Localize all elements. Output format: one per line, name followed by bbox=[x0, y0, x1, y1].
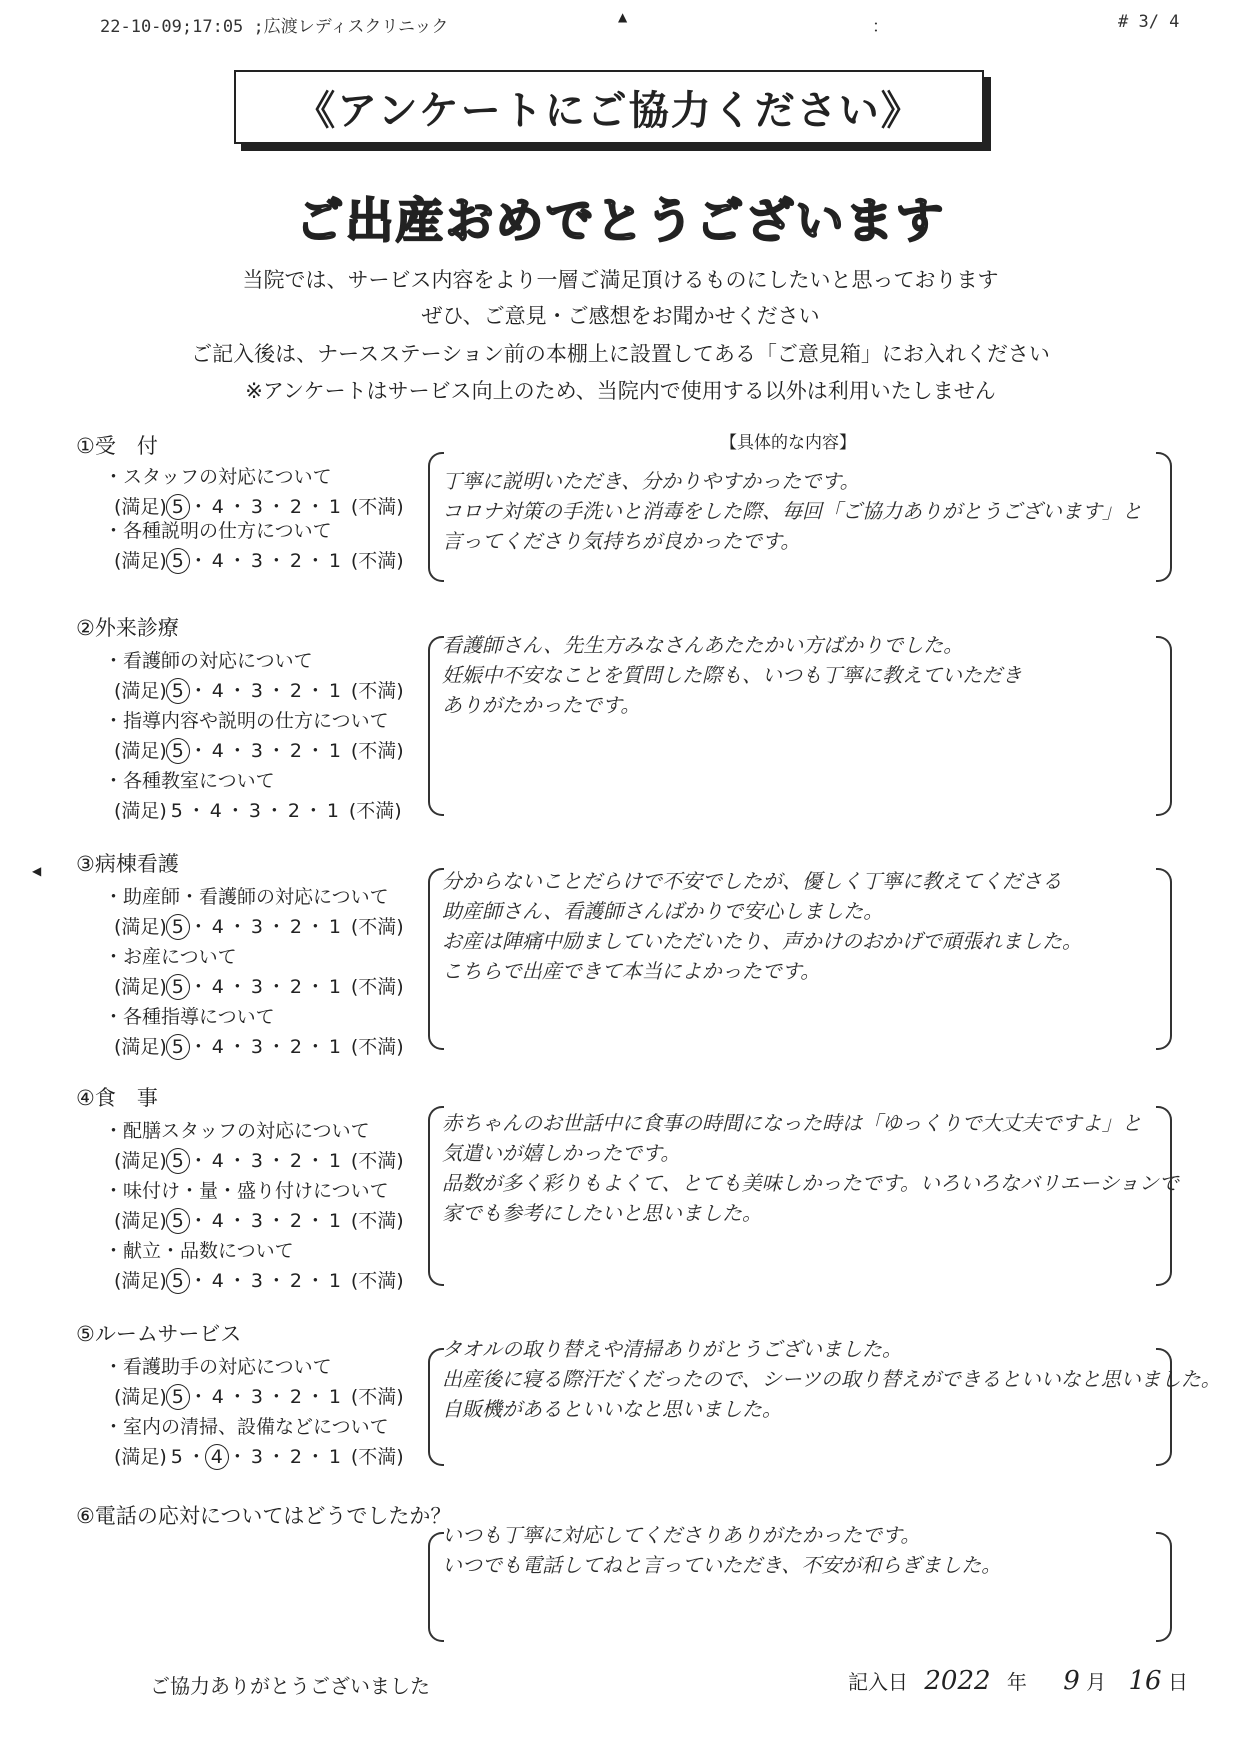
rating-scale bbox=[114, 546, 404, 574]
rating-scale bbox=[114, 796, 402, 823]
rating-option[interactable]: 3 bbox=[250, 1270, 263, 1292]
date-month: 9 bbox=[1063, 1666, 1080, 1696]
rating-dot: ・ bbox=[188, 1036, 208, 1058]
rating-option-selected[interactable]: 5 bbox=[166, 1034, 190, 1060]
rating-scale bbox=[114, 912, 404, 940]
rating-label-satisfied: (満足) bbox=[114, 1036, 167, 1058]
rating-dot: ・ bbox=[227, 496, 247, 518]
fax-header-info: 22-10-09;17:05 ;広渡レディスクリニック bbox=[100, 17, 449, 37]
comment-bracket-right bbox=[1156, 1532, 1172, 1642]
rating-dot: ・ bbox=[303, 800, 323, 822]
question-label: ・各種説明の仕方について bbox=[104, 520, 332, 542]
comment-bracket-right bbox=[1156, 452, 1172, 582]
rating-option[interactable]: 4 bbox=[211, 1150, 224, 1172]
rating-option-selected[interactable]: 5 bbox=[166, 974, 190, 1000]
rating-dot: ・ bbox=[305, 680, 325, 702]
rating-dot: ・ bbox=[266, 1446, 286, 1468]
question-label: ・味付け・量・盛り付けについて bbox=[104, 1180, 389, 1202]
rating-dot: ・ bbox=[188, 496, 208, 518]
scan-mark-top: ▲ bbox=[618, 10, 628, 24]
rating-label-satisfied: (満足) bbox=[114, 740, 167, 762]
question-label: ・室内の清掃、設備などについて bbox=[104, 1416, 389, 1438]
rating-option[interactable]: 2 bbox=[289, 1386, 302, 1408]
date-day-unit: 日 bbox=[1167, 1670, 1188, 1694]
rating-scale bbox=[114, 1206, 404, 1234]
handwritten-comment-line: いつも丁寧に対応してくださりありがたかったです。 bbox=[442, 1523, 921, 1547]
rating-dot: ・ bbox=[227, 1386, 247, 1408]
question-label: ・各種指導について bbox=[104, 1006, 275, 1028]
rating-dot: ・ bbox=[305, 1210, 325, 1232]
question-label: ・看護助手の対応について bbox=[104, 1356, 332, 1378]
rating-scale bbox=[114, 1146, 404, 1174]
question-label: ・看護師の対応について bbox=[104, 650, 313, 672]
handwritten-comment-line: 出産後に寝る際汗だくだったので、シーツの取り替えができるといいなと思いました。 bbox=[442, 1367, 1221, 1391]
rating-option[interactable]: 4 bbox=[211, 1036, 224, 1058]
rating-dot: ・ bbox=[305, 496, 325, 518]
rating-dot: ・ bbox=[305, 1270, 325, 1292]
rating-scale bbox=[114, 676, 404, 704]
rating-option[interactable]: 3 bbox=[250, 916, 263, 938]
intro-line: ご記入後は、ナースステーション前の本棚上に設置してある「ご意見箱」にお入れください bbox=[191, 342, 1050, 366]
handwritten-comment-line: 気遣いが嬉しかったです。 bbox=[442, 1141, 681, 1165]
rating-dot: ・ bbox=[227, 1270, 247, 1292]
rating-option[interactable]: 2 bbox=[289, 1270, 302, 1292]
rating-option[interactable]: 1 bbox=[328, 1036, 341, 1058]
rating-label-satisfied: (満足) bbox=[114, 916, 167, 938]
rating-dot: ・ bbox=[305, 1150, 325, 1172]
rating-option[interactable]: 1 bbox=[328, 916, 341, 938]
section-title: ③病棟看護 bbox=[76, 852, 179, 876]
handwritten-comment-line: お産は陣痛中励ましていただいたり、声かけのおかげで頑張れました。 bbox=[442, 929, 1082, 953]
rating-option[interactable]: 3 bbox=[250, 496, 263, 518]
rating-label-unsatisfied: (不満) bbox=[350, 1386, 404, 1408]
intro-line: 当院では、サービス内容をより一層ご満足頂けるものにしたいと思っております bbox=[242, 268, 999, 292]
handwritten-comment-line: 妊娠中不安なことを質問した際も、いつも丁寧に教えていただき bbox=[442, 663, 1022, 687]
rating-label-unsatisfied: (不満) bbox=[350, 976, 404, 998]
rating-label-satisfied: (満足) bbox=[114, 1446, 167, 1468]
rating-option[interactable]: 5 bbox=[170, 1446, 183, 1468]
rating-label-satisfied: (満足) bbox=[114, 496, 167, 518]
rating-scale bbox=[114, 736, 404, 764]
rating-option[interactable]: 2 bbox=[289, 1036, 302, 1058]
question-label: ・指導内容や説明の仕方について bbox=[104, 710, 389, 732]
rating-option[interactable]: 2 bbox=[289, 550, 302, 572]
rating-option-selected[interactable]: 5 bbox=[166, 678, 190, 704]
rating-scale bbox=[114, 972, 404, 1000]
rating-label-unsatisfied: (不満) bbox=[350, 496, 404, 518]
comment-bracket-right bbox=[1156, 868, 1172, 1050]
handwritten-comment-line: 品数が多く彩りもよくて、とても美味しかったです。いろいろなバリエーションで bbox=[442, 1171, 1179, 1195]
rating-option[interactable]: 1 bbox=[328, 1270, 341, 1292]
rating-label-unsatisfied: (不満) bbox=[350, 550, 404, 572]
rating-option[interactable]: 4 bbox=[209, 800, 222, 822]
rating-option[interactable]: 4 bbox=[211, 1270, 224, 1292]
rating-label-satisfied: (満足) bbox=[114, 1210, 167, 1232]
rating-option[interactable]: 2 bbox=[289, 1210, 302, 1232]
rating-label-unsatisfied: (不満) bbox=[348, 800, 402, 822]
rating-option-selected[interactable]: 5 bbox=[166, 1208, 190, 1234]
rating-dot: ・ bbox=[266, 680, 286, 702]
date-label: 記入日 bbox=[848, 1670, 908, 1694]
fax-page-number: # 3/ 4 bbox=[1118, 12, 1180, 32]
question-label: ・配膳スタッフの対応について bbox=[104, 1120, 370, 1142]
section-title: ②外来診療 bbox=[76, 616, 179, 640]
congratulations-heading: ご出産おめでとうございます bbox=[295, 193, 946, 249]
rating-option[interactable]: 3 bbox=[248, 800, 261, 822]
rating-option[interactable]: 2 bbox=[289, 740, 302, 762]
comment-bracket-right bbox=[1156, 636, 1172, 816]
rating-option[interactable]: 2 bbox=[289, 1150, 302, 1172]
rating-dot: ・ bbox=[225, 800, 245, 822]
rating-option-selected[interactable]: 5 bbox=[166, 914, 190, 940]
date-day: 16 bbox=[1128, 1666, 1162, 1696]
rating-option-selected[interactable]: 5 bbox=[166, 548, 190, 574]
rating-dot: ・ bbox=[227, 1150, 247, 1172]
section-title: ⑥電話の応対についてはどうでしたか？ bbox=[76, 1504, 452, 1528]
fax-header-separator: ： bbox=[872, 17, 889, 37]
question-label: ・助産師・看護師の対応について bbox=[104, 886, 389, 908]
question-label: ・各種教室について bbox=[104, 770, 275, 792]
rating-dot: ・ bbox=[266, 496, 286, 518]
rating-label-unsatisfied: (不満) bbox=[350, 1446, 404, 1468]
rating-dot: ・ bbox=[264, 800, 284, 822]
rating-option[interactable]: 4 bbox=[211, 976, 224, 998]
handwritten-comment-line: 看護師さん、先生方みなさんあたたかい方ばかりでした。 bbox=[442, 633, 964, 657]
rating-dot: ・ bbox=[188, 1150, 208, 1172]
rating-label-unsatisfied: (不満) bbox=[350, 740, 404, 762]
rating-dot: ・ bbox=[305, 1386, 325, 1408]
rating-option[interactable]: 4 bbox=[211, 1386, 224, 1408]
rating-option[interactable]: 2 bbox=[287, 800, 300, 822]
rating-option[interactable]: 2 bbox=[289, 496, 302, 518]
rating-option[interactable]: 3 bbox=[250, 1386, 263, 1408]
rating-dot: ・ bbox=[227, 1210, 247, 1232]
section-title: ①受 付 bbox=[76, 434, 158, 458]
survey-title: 《アンケートにご協力ください》 bbox=[234, 70, 984, 144]
date-year: 2022 bbox=[924, 1666, 991, 1696]
rating-option[interactable]: 1 bbox=[328, 1446, 341, 1468]
date-year-unit: 年 bbox=[1006, 1670, 1027, 1694]
rating-dot: ・ bbox=[305, 1446, 325, 1468]
rating-option[interactable]: 3 bbox=[250, 680, 263, 702]
rating-option[interactable]: 4 bbox=[211, 740, 224, 762]
rating-dot: ・ bbox=[266, 740, 286, 762]
rating-label-unsatisfied: (不満) bbox=[350, 916, 404, 938]
rating-dot: ・ bbox=[305, 916, 325, 938]
rating-label-satisfied: (満足) bbox=[114, 1150, 167, 1172]
entry-date bbox=[848, 1666, 1188, 1696]
rating-option-selected[interactable]: 5 bbox=[166, 1268, 190, 1294]
question-label: ・献立・品数について bbox=[104, 1240, 294, 1262]
rating-dot: ・ bbox=[227, 1036, 247, 1058]
rating-dot: ・ bbox=[188, 550, 208, 572]
rating-dot: ・ bbox=[266, 916, 286, 938]
rating-option[interactable]: 3 bbox=[250, 740, 263, 762]
handwritten-comment-line: 分からないことだらけで不安でしたが、優しく丁寧に教えてくださる bbox=[442, 869, 1062, 893]
rating-dot: ・ bbox=[266, 1036, 286, 1058]
handwritten-comment-line: 家でも参考にしたいと思いました。 bbox=[442, 1201, 762, 1225]
handwritten-comment-line: いつでも電話してねと言っていただき、不安が和らぎました。 bbox=[442, 1553, 1002, 1577]
rating-dot: ・ bbox=[305, 740, 325, 762]
rating-dot: ・ bbox=[305, 550, 325, 572]
rating-label-unsatisfied: (不満) bbox=[350, 1210, 404, 1232]
rating-dot: ・ bbox=[227, 1446, 247, 1468]
rating-label-satisfied: (満足) bbox=[114, 680, 167, 702]
rating-dot: ・ bbox=[188, 1270, 208, 1292]
intro-line: ぜひ、ご意見・ご感想をお聞かせください bbox=[421, 304, 820, 328]
rating-option-selected[interactable]: 5 bbox=[166, 1148, 190, 1174]
rating-dot: ・ bbox=[188, 1210, 208, 1232]
rating-label-unsatisfied: (不満) bbox=[350, 680, 404, 702]
rating-label-satisfied: (満足) bbox=[114, 1386, 167, 1408]
rating-dot: ・ bbox=[227, 550, 247, 572]
thanks-text: ご協力ありがとうございました bbox=[150, 1674, 430, 1698]
rating-scale bbox=[114, 1442, 404, 1470]
rating-dot: ・ bbox=[188, 740, 208, 762]
handwritten-comment-line: 丁寧に説明いただき、分かりやすかったです。 bbox=[442, 469, 860, 493]
rating-dot: ・ bbox=[186, 800, 206, 822]
handwritten-comment-line: こちらで出産できて本当によかったです。 bbox=[442, 959, 821, 983]
rating-scale bbox=[114, 1382, 404, 1410]
rating-dot: ・ bbox=[266, 1386, 286, 1408]
rating-label-unsatisfied: (不満) bbox=[350, 1036, 404, 1058]
rating-option[interactable]: 3 bbox=[250, 1210, 263, 1232]
question-label: ・スタッフの対応について bbox=[104, 466, 332, 488]
handwritten-comment-line: 赤ちゃんのお世話中に食事の時間になった時は「ゆっくりで大丈夫ですよ」と bbox=[442, 1111, 1142, 1135]
handwritten-comment-line: 言ってくださり気持ちが良かったです。 bbox=[442, 529, 801, 553]
rating-dot: ・ bbox=[227, 976, 247, 998]
rating-label-satisfied: (満足) bbox=[114, 550, 167, 572]
rating-option[interactable]: 2 bbox=[289, 1446, 302, 1468]
rating-option[interactable]: 5 bbox=[170, 800, 183, 822]
rating-dot: ・ bbox=[227, 916, 247, 938]
rating-dot: ・ bbox=[227, 740, 247, 762]
rating-option[interactable]: 1 bbox=[328, 680, 341, 702]
rating-option[interactable]: 1 bbox=[328, 740, 341, 762]
rating-dot: ・ bbox=[266, 1210, 286, 1232]
rating-option[interactable]: 1 bbox=[328, 976, 341, 998]
rating-dot: ・ bbox=[188, 680, 208, 702]
rating-dot: ・ bbox=[188, 1386, 208, 1408]
detail-header: 【具体的な内容】 bbox=[720, 433, 856, 453]
rating-dot: ・ bbox=[266, 550, 286, 572]
handwritten-comment-line: 自販機があるといいなと思いました。 bbox=[442, 1397, 782, 1421]
rating-option[interactable]: 1 bbox=[326, 800, 339, 822]
rating-option-selected[interactable]: 5 bbox=[166, 738, 190, 764]
rating-option[interactable]: 3 bbox=[250, 976, 263, 998]
rating-option[interactable]: 1 bbox=[328, 550, 341, 572]
rating-option-selected[interactable]: 5 bbox=[166, 494, 190, 520]
rating-option[interactable]: 2 bbox=[289, 680, 302, 702]
rating-option[interactable]: 1 bbox=[328, 496, 341, 518]
rating-option[interactable]: 3 bbox=[250, 1446, 263, 1468]
rating-dot: ・ bbox=[186, 1446, 206, 1468]
rating-label-unsatisfied: (不満) bbox=[350, 1150, 404, 1172]
rating-option[interactable]: 2 bbox=[289, 916, 302, 938]
rating-option[interactable]: 4 bbox=[211, 496, 224, 518]
rating-option[interactable]: 3 bbox=[250, 1150, 263, 1172]
rating-option[interactable]: 4 bbox=[211, 1210, 224, 1232]
rating-dot: ・ bbox=[266, 1150, 286, 1172]
rating-option[interactable]: 4 bbox=[211, 680, 224, 702]
rating-dot: ・ bbox=[305, 1036, 325, 1058]
rating-scale bbox=[114, 1032, 404, 1060]
rating-label-satisfied: (満足) bbox=[114, 800, 167, 822]
section-title: ⑤ルームサービス bbox=[76, 1322, 242, 1346]
section-title: ④食 事 bbox=[76, 1086, 158, 1110]
rating-scale bbox=[114, 1266, 404, 1294]
handwritten-comment-line: タオルの取り替えや清掃ありがとうございました。 bbox=[442, 1337, 902, 1361]
handwritten-comment-line: コロナ対策の手洗いと消毒をした際、毎回「ご協力ありがとうございます」と bbox=[442, 499, 1142, 523]
rating-option[interactable]: 4 bbox=[211, 916, 224, 938]
rating-option[interactable]: 1 bbox=[328, 1150, 341, 1172]
rating-option[interactable]: 3 bbox=[250, 550, 263, 572]
rating-dot: ・ bbox=[266, 1270, 286, 1292]
rating-option-selected[interactable]: 4 bbox=[205, 1444, 229, 1470]
rating-option[interactable]: 3 bbox=[250, 1036, 263, 1058]
date-month-unit: 月 bbox=[1086, 1670, 1107, 1694]
rating-option[interactable]: 1 bbox=[328, 1210, 341, 1232]
rating-label-unsatisfied: (不満) bbox=[350, 1270, 404, 1292]
rating-dot: ・ bbox=[266, 976, 286, 998]
rating-dot: ・ bbox=[188, 916, 208, 938]
rating-option[interactable]: 4 bbox=[211, 550, 224, 572]
rating-option-selected[interactable]: 5 bbox=[166, 1384, 190, 1410]
scan-mark-left: ◀ bbox=[32, 864, 42, 878]
rating-dot: ・ bbox=[227, 680, 247, 702]
rating-label-satisfied: (満足) bbox=[114, 976, 167, 998]
question-label: ・お産について bbox=[104, 946, 237, 968]
rating-dot: ・ bbox=[188, 976, 208, 998]
intro-line: ※アンケートはサービス向上のため、当院内で使用する以外は利用いたしません bbox=[245, 379, 996, 403]
handwritten-comment-line: ありがたかったです。 bbox=[442, 693, 641, 717]
rating-label-satisfied: (満足) bbox=[114, 1270, 167, 1292]
rating-dot: ・ bbox=[305, 976, 325, 998]
handwritten-comment-line: 助産師さん、看護師さんばかりで安心しました。 bbox=[442, 899, 884, 923]
rating-option[interactable]: 2 bbox=[289, 976, 302, 998]
rating-option[interactable]: 1 bbox=[328, 1386, 341, 1408]
